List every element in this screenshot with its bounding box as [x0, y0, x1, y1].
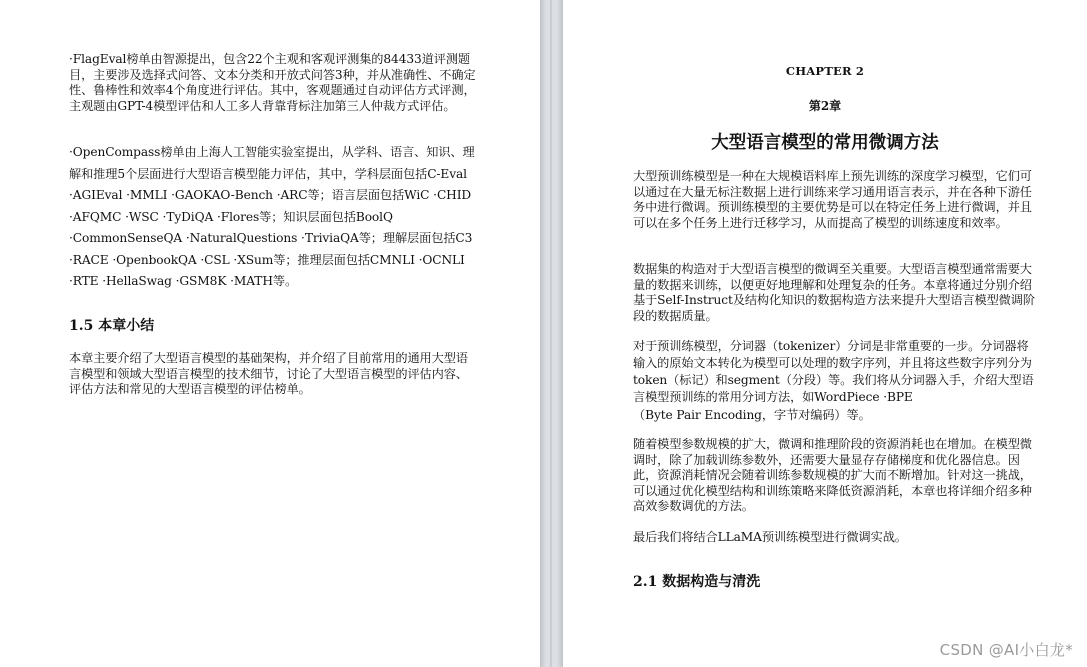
- paragraph-resources: 随着模型参数规模的扩大，微调和推理阶段的资源消耗也在增加。在模型微调时，除了加载训练参数外，还需要大量显存存储梯度和优化器信息。因此，资源消耗情况会随着训练参数规模的扩大而不断增加。针对这一挑战，可以通过优化模型结构和训练策略来降低资源消耗，本章也将详细介绍多种高效参数调优的方法。: [633, 437, 1032, 513]
- paragraph-opencompass: ·OpenCompass榜单由上海人工智能实验室提出，从学科、语言、知识、理解和推理5个层面进行大型语言模型能力评估，其中，学科层面包括C-Eval ·AGIEval ·MMLI ·GAOKAO-Bench ·ARC等；语言层面包括WiC ·CHID ·AFQMC ·WSC ·TyDiQA ·Flores等；知识层面包括BoolQ ·CommonSenseQA ·NaturalQuestions ·TriviaQA等；理解层面包括C3 ·RACE ·OpenbookQA ·CSL ·XSum等；推理层面包括CMNLI ·OCNLI ·RTE ·HellaSwag ·GSM8K ·MATH等。: [69, 145, 475, 288]
- paragraph-summary: 本章主要介绍了大型语言模型的基础架构，并介绍了目前常用的通用大型语言模型和领域大型语言模型的技术细节，讨论了大型语言模型的评估内容、评估方法和常见的大型语言模型的评估榜单。: [69, 351, 468, 396]
- page-gutter: [540, 0, 563, 667]
- section-title-data-construction: 2.1 数据构造与清洗: [633, 574, 761, 590]
- paragraph-tokenizer: 对于预训练模型，分词器（tokenizer）分词是非常重要的一步。分词器将输入的原始文本转化为模型可以处理的数字序列，并且将这些数字序列分为token（标记）和segment（分段）等。我们将从分词器入手，介绍大型语言模型预训练的常用分词方法，如WordPiece ·BPE: [633, 339, 1034, 404]
- paragraph-intro: 大型预训练模型是一种在大规模语料库上预先训练的深度学习模型，它们可以通过在大量无标注数据上进行训练来学习通用语言表示，并在各种下游任务中进行微调。预训练模型的主要优势是可以在特定任务上进行微调，并且可以在多个任务上进行迁移学习，从而提高了模型的训练速度和效率。: [633, 169, 1032, 230]
- paragraph-llama: 最后我们将结合LLaMA预训练模型进行微调实战。: [633, 530, 907, 544]
- chapter-title: 大型语言模型的常用微调方法: [711, 133, 939, 153]
- chapter-label: CHAPTER 2: [785, 64, 865, 78]
- watermark: CSDN @AI小白龙*: [939, 641, 1073, 659]
- paragraph-dataset: 数据集的构造对于大型语言模型的微调至关重要。大型语言模型通常需要大量的数据来训练，以便更好地理解和处理复杂的任务。本章将通过分别介绍基于Self-Instruct及结构化知识的数据构造方法来提升大型语言模型微调阶段的数据质量。: [633, 262, 1035, 323]
- chapter-number: 第2章: [808, 99, 842, 113]
- paragraph-flageval: ·FlagEval榜单由智源提出，包含22个主观和客观评测集的84433道评测题目，主要涉及选择式问答、文本分类和开放式问答3种，并从准确性、不确定性、鲁棒性和效率4个角度进行评估。其中，客观题通过自动评估方式评测，主观题由GPT-4模型评估和人工多人背靠背标注加第三人仲裁方式评估。: [69, 52, 476, 113]
- paragraph-tokenizer-cont: （Byte Pair Encoding，字节对编码）等。: [633, 408, 871, 422]
- right-page: [563, 0, 1087, 667]
- left-page: [0, 0, 540, 667]
- section-title-summary: 1.5 本章小结: [69, 318, 155, 334]
